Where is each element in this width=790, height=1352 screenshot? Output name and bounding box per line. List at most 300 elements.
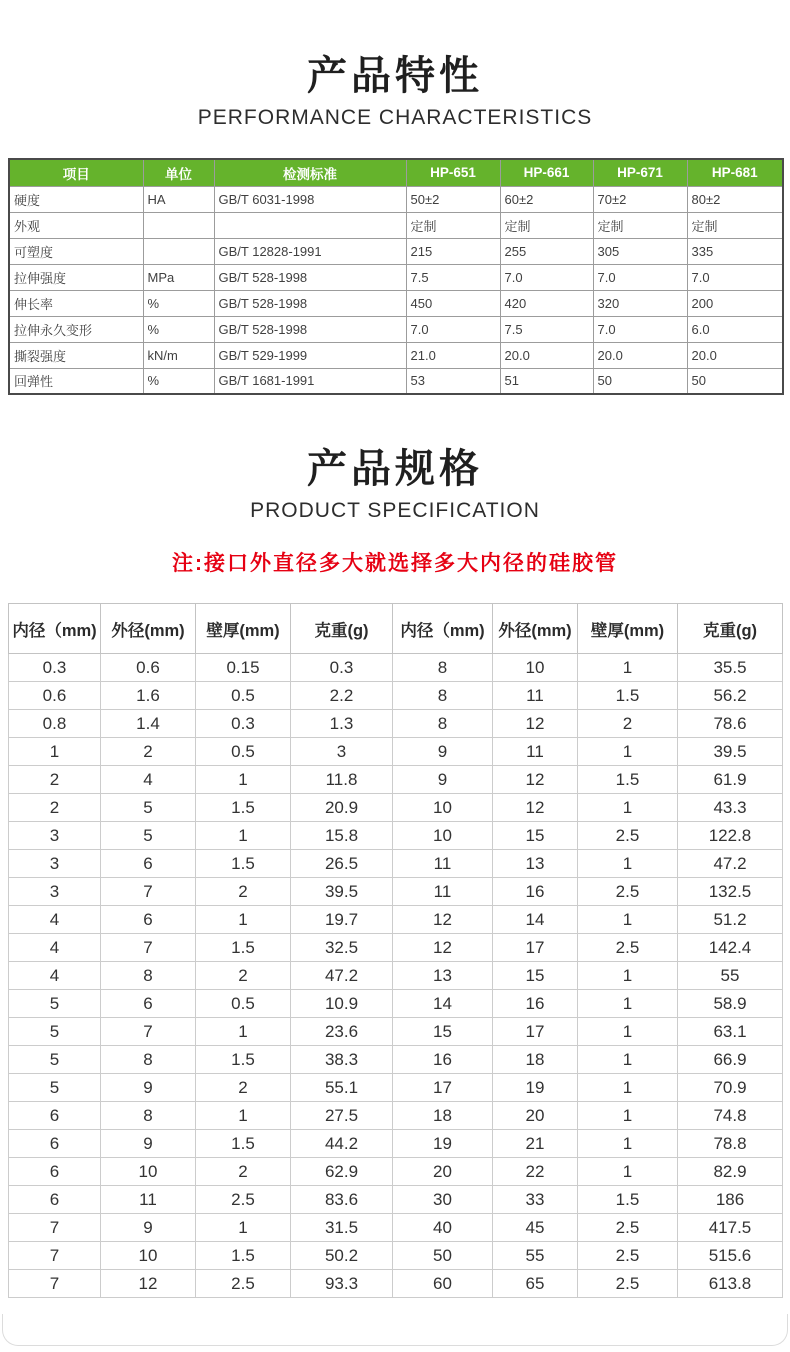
table-cell: 1 (578, 1102, 678, 1130)
table-cell: 7 (101, 934, 196, 962)
table-row (9, 682, 783, 710)
table-cell: 4 (9, 962, 101, 990)
table-cell: 20 (493, 1102, 578, 1130)
table-cell: 51 (500, 368, 593, 394)
table-cell: 80±2 (687, 186, 783, 212)
table-cell: 39.5 (678, 738, 783, 766)
specification-table-body (9, 654, 783, 1298)
table-cell: 17 (393, 1074, 493, 1102)
table-cell: 14 (493, 906, 578, 934)
table-cell: 2.5 (578, 822, 678, 850)
table-row (9, 186, 783, 212)
table-row (9, 1214, 783, 1242)
table-cell: 撕裂强度 (9, 342, 143, 368)
table-cell: 定制 (687, 212, 783, 238)
table-cell: 10 (493, 654, 578, 682)
table-cell: 5 (101, 794, 196, 822)
table-cell: 20.0 (500, 342, 593, 368)
performance-title: 产品特性 (307, 54, 483, 98)
table-row (9, 368, 783, 394)
table-cell: 1.3 (291, 710, 393, 738)
table-cell: 1 (578, 1046, 678, 1074)
table-cell: 255 (500, 238, 593, 264)
table-cell: 53 (406, 368, 500, 394)
table-cell: 20.9 (291, 794, 393, 822)
table-cell: 50±2 (406, 186, 500, 212)
table-cell (214, 212, 406, 238)
table-cell: 60±2 (500, 186, 593, 212)
table-cell: 11 (393, 850, 493, 878)
table-cell: 21.0 (406, 342, 500, 368)
performance-table (8, 158, 784, 395)
table-cell: 50 (593, 368, 687, 394)
table-cell: 定制 (406, 212, 500, 238)
table-cell: 1 (196, 1018, 291, 1046)
performance-section-header (0, 0, 790, 130)
col-header-standard: 检测标准 (214, 159, 406, 186)
table-cell: 13 (493, 850, 578, 878)
table-row (9, 342, 783, 368)
table-cell: GB/T 1681-1991 (214, 368, 406, 394)
table-cell: 15 (493, 962, 578, 990)
col-header-hp661: HP-661 (500, 159, 593, 186)
table-cell: 78.6 (678, 710, 783, 738)
table-cell: 11 (493, 682, 578, 710)
table-cell: 0.3 (291, 654, 393, 682)
table-row (9, 238, 783, 264)
table-cell: 6 (101, 906, 196, 934)
table-cell: 56.2 (678, 682, 783, 710)
table-cell: 65 (493, 1270, 578, 1298)
table-cell: 30 (393, 1186, 493, 1214)
table-cell: 3 (9, 822, 101, 850)
table-cell: 2 (9, 766, 101, 794)
table-cell: 3 (9, 850, 101, 878)
table-cell: 4 (101, 766, 196, 794)
table-cell: 20 (393, 1158, 493, 1186)
table-cell: 215 (406, 238, 500, 264)
specification-table (8, 603, 783, 1298)
table-cell: 0.15 (196, 654, 291, 682)
table-cell: 12 (393, 906, 493, 934)
table-cell: 6.0 (687, 316, 783, 342)
table-cell: GB/T 528-1998 (214, 264, 406, 290)
performance-table-header-row (9, 159, 783, 186)
table-cell: 32.5 (291, 934, 393, 962)
table-cell: 1.5 (578, 1186, 678, 1214)
table-cell: 13 (393, 962, 493, 990)
col-header-outer-diameter-right: 外径(mm) (493, 604, 578, 654)
table-cell: 0.6 (9, 682, 101, 710)
table-row (9, 316, 783, 342)
performance-subtitle: PERFORMANCE CHARACTERISTICS (197, 106, 593, 129)
table-cell: 1 (196, 766, 291, 794)
table-cell: 82.9 (678, 1158, 783, 1186)
performance-table-body (9, 186, 783, 394)
table-cell: 伸长率 (9, 290, 143, 316)
table-cell: 50.2 (291, 1242, 393, 1270)
table-cell: 61.9 (678, 766, 783, 794)
table-cell: GB/T 528-1998 (214, 316, 406, 342)
table-cell: 2 (101, 738, 196, 766)
table-cell: 27.5 (291, 1102, 393, 1130)
table-cell: 1 (196, 1102, 291, 1130)
table-cell: 15 (493, 822, 578, 850)
table-cell: 12 (101, 1270, 196, 1298)
table-cell: 7 (9, 1214, 101, 1242)
table-cell: 12 (393, 934, 493, 962)
table-cell: kN/m (143, 342, 214, 368)
col-header-unit: 单位 (143, 159, 214, 186)
table-cell: 1.5 (196, 1242, 291, 1270)
table-cell: 8 (101, 1046, 196, 1074)
table-cell: 19.7 (291, 906, 393, 934)
table-cell: 2 (578, 710, 678, 738)
table-cell: 63.1 (678, 1018, 783, 1046)
table-cell: 200 (687, 290, 783, 316)
table-cell: 10.9 (291, 990, 393, 1018)
table-cell: 定制 (593, 212, 687, 238)
table-row (9, 1046, 783, 1074)
table-cell: 420 (500, 290, 593, 316)
table-row (9, 1186, 783, 1214)
table-cell: 515.6 (678, 1242, 783, 1270)
table-cell: 70.9 (678, 1074, 783, 1102)
table-cell (143, 238, 214, 264)
table-cell: 50 (393, 1242, 493, 1270)
table-cell: 1.5 (578, 766, 678, 794)
specification-section-header (0, 395, 790, 523)
col-header-outer-diameter-left: 外径(mm) (101, 604, 196, 654)
table-cell: 1.5 (196, 934, 291, 962)
table-cell: 2.2 (291, 682, 393, 710)
table-cell: 15.8 (291, 822, 393, 850)
table-cell: 5 (9, 1018, 101, 1046)
table-cell: % (143, 316, 214, 342)
table-cell: 31.5 (291, 1214, 393, 1242)
selection-note: 注:接口外直径多大就选择多大内径的硅胶管 (172, 552, 618, 575)
table-cell: GB/T 528-1998 (214, 290, 406, 316)
table-row (9, 822, 783, 850)
table-cell: 450 (406, 290, 500, 316)
table-cell: 8 (393, 710, 493, 738)
table-cell: HA (143, 186, 214, 212)
table-row (9, 1270, 783, 1298)
table-cell: 16 (493, 990, 578, 1018)
table-row (9, 1074, 783, 1102)
table-cell: 0.8 (9, 710, 101, 738)
table-cell: 17 (493, 1018, 578, 1046)
col-header-gram-weight-left: 克重(g) (291, 604, 393, 654)
table-cell: 0.5 (196, 682, 291, 710)
table-cell: 1 (578, 1130, 678, 1158)
table-cell: 66.9 (678, 1046, 783, 1074)
table-cell: 1 (9, 738, 101, 766)
table-cell: 7 (9, 1242, 101, 1270)
table-row (9, 1158, 783, 1186)
table-cell: % (143, 290, 214, 316)
table-cell: 5 (9, 1074, 101, 1102)
table-cell: 83.6 (291, 1186, 393, 1214)
table-cell: 1 (578, 906, 678, 934)
table-cell: 3 (9, 878, 101, 906)
table-cell: 2.5 (578, 934, 678, 962)
table-cell: 2 (196, 878, 291, 906)
table-cell: GB/T 12828-1991 (214, 238, 406, 264)
table-row (9, 738, 783, 766)
table-row (9, 212, 783, 238)
table-cell: GB/T 529-1999 (214, 342, 406, 368)
table-cell: 2.5 (578, 1214, 678, 1242)
table-row (9, 710, 783, 738)
table-cell: 4 (9, 906, 101, 934)
table-row (9, 850, 783, 878)
table-cell: 1.5 (578, 682, 678, 710)
table-cell: 43.3 (678, 794, 783, 822)
table-cell: 0.5 (196, 738, 291, 766)
table-cell: 1 (196, 1214, 291, 1242)
table-cell: 定制 (500, 212, 593, 238)
table-cell: 10 (393, 822, 493, 850)
table-cell: 47.2 (678, 850, 783, 878)
table-cell: 0.3 (196, 710, 291, 738)
table-cell: 74.8 (678, 1102, 783, 1130)
table-cell: 2.5 (578, 1270, 678, 1298)
table-cell: 14 (393, 990, 493, 1018)
page-bottom-rounded-border (2, 1314, 788, 1346)
table-cell: 26.5 (291, 850, 393, 878)
col-header-wall-thickness-left: 壁厚(mm) (196, 604, 291, 654)
specification-subtitle: PRODUCT SPECIFICATION (250, 499, 540, 522)
table-cell: 132.5 (678, 878, 783, 906)
table-cell: 305 (593, 238, 687, 264)
table-cell: 2 (196, 962, 291, 990)
col-header-wall-thickness-right: 壁厚(mm) (578, 604, 678, 654)
table-cell: 20.0 (687, 342, 783, 368)
table-cell: 1.5 (196, 1046, 291, 1074)
table-cell: 186 (678, 1186, 783, 1214)
table-cell: 11 (101, 1186, 196, 1214)
table-cell: 1 (578, 794, 678, 822)
table-cell: 7.0 (593, 264, 687, 290)
table-cell: 51.2 (678, 906, 783, 934)
table-cell: 70±2 (593, 186, 687, 212)
table-cell: 7 (101, 1018, 196, 1046)
table-cell: 6 (101, 850, 196, 878)
table-cell: 2 (196, 1158, 291, 1186)
table-cell: 1.6 (101, 682, 196, 710)
table-cell: 0.6 (101, 654, 196, 682)
table-cell: 9 (101, 1130, 196, 1158)
table-cell: 9 (393, 766, 493, 794)
table-cell: 320 (593, 290, 687, 316)
table-cell: MPa (143, 264, 214, 290)
table-cell: 回弹性 (9, 368, 143, 394)
table-cell: 11 (493, 738, 578, 766)
table-cell: 2.5 (196, 1186, 291, 1214)
table-cell: 142.4 (678, 934, 783, 962)
table-cell: 15 (393, 1018, 493, 1046)
table-cell: 44.2 (291, 1130, 393, 1158)
table-cell: 11 (393, 878, 493, 906)
table-cell: 硬度 (9, 186, 143, 212)
table-cell: 6 (9, 1186, 101, 1214)
table-cell: 可塑度 (9, 238, 143, 264)
table-cell: 6 (9, 1130, 101, 1158)
table-row (9, 766, 783, 794)
table-cell: 2.5 (578, 1242, 678, 1270)
table-cell: 1.5 (196, 794, 291, 822)
table-cell: 35.5 (678, 654, 783, 682)
table-cell: 6 (9, 1102, 101, 1130)
table-cell: 0.5 (196, 990, 291, 1018)
table-cell: 1 (578, 1074, 678, 1102)
table-row (9, 654, 783, 682)
table-row (9, 1242, 783, 1270)
table-row (9, 906, 783, 934)
table-cell: 7 (9, 1270, 101, 1298)
table-cell: 21 (493, 1130, 578, 1158)
table-cell: 55 (678, 962, 783, 990)
table-cell: 417.5 (678, 1214, 783, 1242)
table-cell: 47.2 (291, 962, 393, 990)
table-cell: 20.0 (593, 342, 687, 368)
table-cell: 3 (291, 738, 393, 766)
table-cell: 0.3 (9, 654, 101, 682)
table-cell: GB/T 6031-1998 (214, 186, 406, 212)
table-cell: 16 (393, 1046, 493, 1074)
table-cell: 1 (196, 906, 291, 934)
table-cell: 拉伸强度 (9, 264, 143, 290)
specification-title: 产品规格 (307, 447, 483, 491)
table-cell: 62.9 (291, 1158, 393, 1186)
table-cell: 2.5 (196, 1270, 291, 1298)
table-cell: 60 (393, 1270, 493, 1298)
table-cell: 9 (101, 1214, 196, 1242)
table-cell: 5 (101, 822, 196, 850)
col-header-item: 项目 (9, 159, 143, 186)
table-cell: 2 (9, 794, 101, 822)
table-cell: 7.5 (500, 316, 593, 342)
table-cell: 58.9 (678, 990, 783, 1018)
table-cell: 19 (393, 1130, 493, 1158)
table-cell: 55.1 (291, 1074, 393, 1102)
table-cell: 45 (493, 1214, 578, 1242)
table-row (9, 934, 783, 962)
table-cell: 9 (101, 1074, 196, 1102)
table-cell: 7.0 (593, 316, 687, 342)
table-cell: 1 (578, 1018, 678, 1046)
table-cell: 613.8 (678, 1270, 783, 1298)
table-cell: 16 (493, 878, 578, 906)
table-cell: 7.5 (406, 264, 500, 290)
table-cell: 2 (196, 1074, 291, 1102)
table-cell: 7.0 (687, 264, 783, 290)
table-cell: 12 (493, 794, 578, 822)
table-cell: 4 (9, 934, 101, 962)
table-cell: 6 (101, 990, 196, 1018)
table-row (9, 1018, 783, 1046)
table-cell: 1 (578, 962, 678, 990)
table-row (9, 794, 783, 822)
table-cell: 50 (687, 368, 783, 394)
table-cell: 外观 (9, 212, 143, 238)
table-row (9, 990, 783, 1018)
table-cell: 5 (9, 1046, 101, 1074)
table-cell: 12 (493, 766, 578, 794)
table-cell: 17 (493, 934, 578, 962)
col-header-hp681: HP-681 (687, 159, 783, 186)
table-cell: 8 (101, 1102, 196, 1130)
table-cell: 1 (578, 654, 678, 682)
table-row (9, 1102, 783, 1130)
table-cell: 7.0 (500, 264, 593, 290)
table-cell: 6 (9, 1158, 101, 1186)
table-cell: 8 (393, 654, 493, 682)
table-row (9, 290, 783, 316)
table-cell: 10 (101, 1242, 196, 1270)
table-cell: 18 (393, 1102, 493, 1130)
table-cell: 8 (393, 682, 493, 710)
table-cell: 8 (101, 962, 196, 990)
table-cell: 5 (9, 990, 101, 1018)
table-row (9, 878, 783, 906)
table-cell: 1 (196, 822, 291, 850)
table-row (9, 962, 783, 990)
table-cell: 2.5 (578, 878, 678, 906)
table-cell: 23.6 (291, 1018, 393, 1046)
table-cell: 39.5 (291, 878, 393, 906)
table-cell: 1.5 (196, 850, 291, 878)
table-cell: 1.4 (101, 710, 196, 738)
col-header-hp651: HP-651 (406, 159, 500, 186)
table-cell: % (143, 368, 214, 394)
table-cell: 10 (101, 1158, 196, 1186)
table-row (9, 264, 783, 290)
table-cell: 335 (687, 238, 783, 264)
table-cell: 7 (101, 878, 196, 906)
table-cell: 22 (493, 1158, 578, 1186)
table-cell: 33 (493, 1186, 578, 1214)
table-cell: 1 (578, 990, 678, 1018)
table-cell: 19 (493, 1074, 578, 1102)
table-cell: 10 (393, 794, 493, 822)
table-cell: 1 (578, 850, 678, 878)
table-cell: 7.0 (406, 316, 500, 342)
col-header-hp671: HP-671 (593, 159, 687, 186)
col-header-gram-weight-right: 克重(g) (678, 604, 783, 654)
table-cell: 1.5 (196, 1130, 291, 1158)
table-cell: 122.8 (678, 822, 783, 850)
table-cell: 1 (578, 1158, 678, 1186)
col-header-inner-diameter-left: 内径（mm) (9, 604, 101, 654)
col-header-inner-diameter-right: 内径（mm) (393, 604, 493, 654)
table-cell: 拉伸永久变形 (9, 316, 143, 342)
table-cell: 78.8 (678, 1130, 783, 1158)
table-cell: 38.3 (291, 1046, 393, 1074)
table-cell: 93.3 (291, 1270, 393, 1298)
table-cell (143, 212, 214, 238)
table-cell: 55 (493, 1242, 578, 1270)
specification-table-header-row (9, 604, 783, 654)
table-cell: 40 (393, 1214, 493, 1242)
table-cell: 12 (493, 710, 578, 738)
table-cell: 11.8 (291, 766, 393, 794)
table-row (9, 1130, 783, 1158)
table-cell: 9 (393, 738, 493, 766)
table-cell: 1 (578, 738, 678, 766)
table-cell: 18 (493, 1046, 578, 1074)
